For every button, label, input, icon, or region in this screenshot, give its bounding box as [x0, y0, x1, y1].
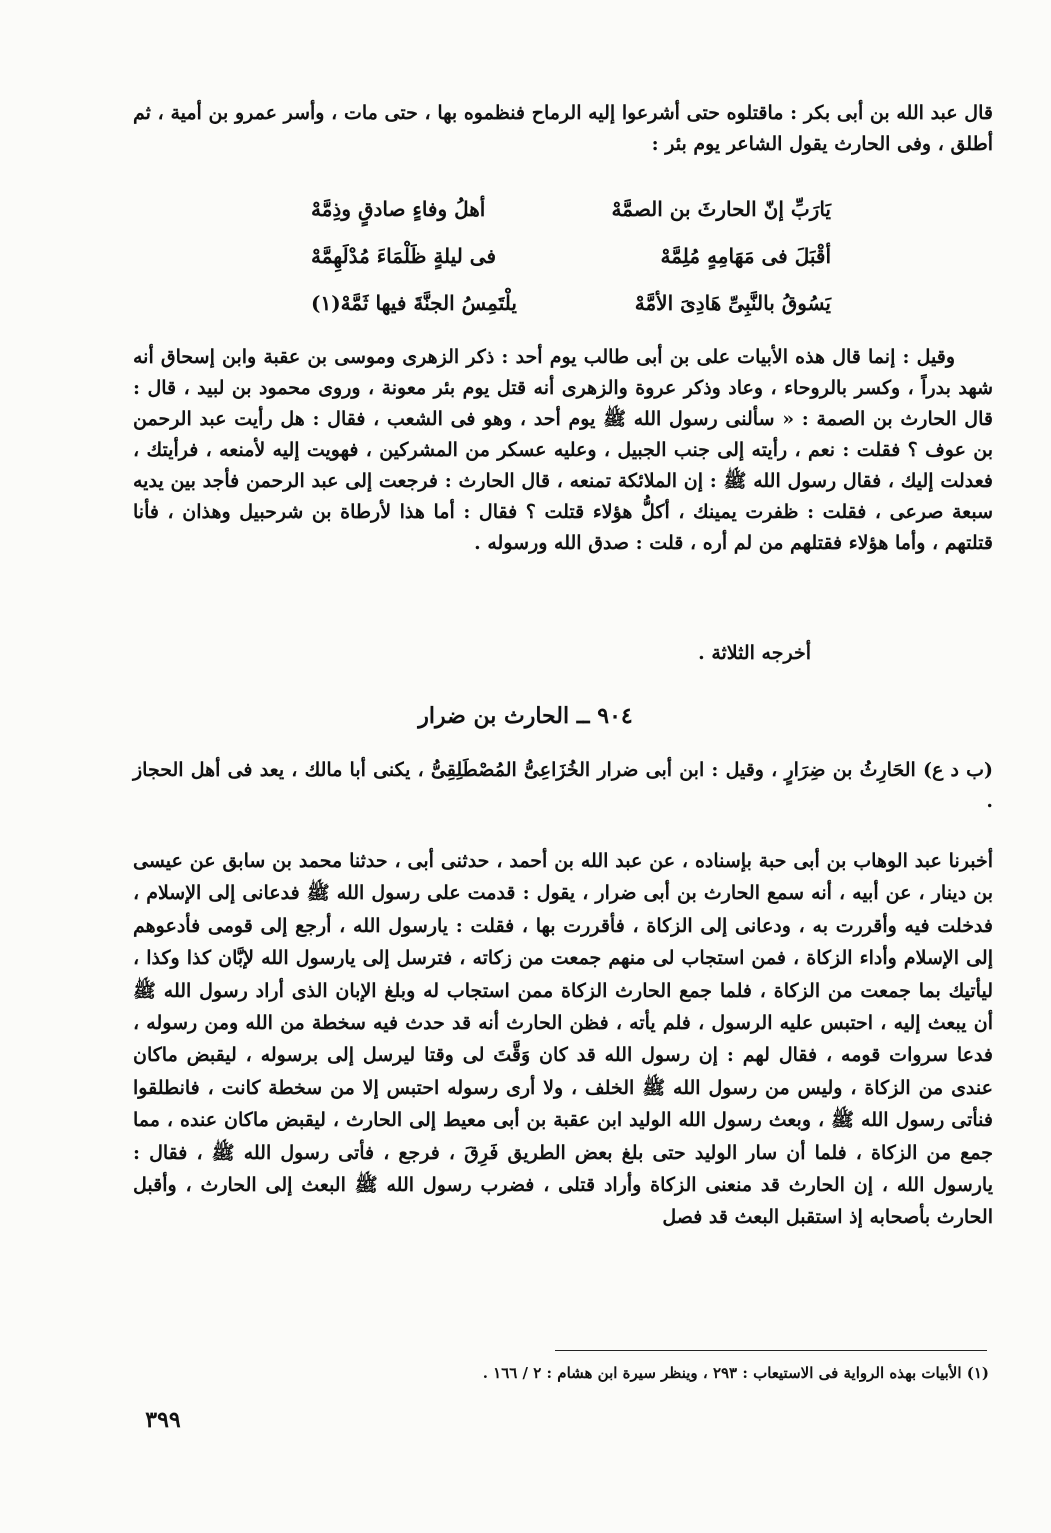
poem: [311, 186, 831, 327]
intro-paragraph: قال عبد الله بن أبى بكر : ماقتلوه حتى أشرعوا إليه الرماح فنظموه بها ، حتى مات ، وأسر عمرو بن أمية ، ثم أطلق ، وفى الحارث يقول الشاعر يوم بئر :: [133, 102, 993, 155]
entry-intro-paragraph: (ب د ع) الحَارِثُ بن ضِرَارٍ ، وقيل : ابن أبى ضرار الخُزَاعِىُّ المُصْطَلِقِىُّ ، يكنى أبا مالك ، يعد فى أهل الحجاز .: [133, 759, 993, 812]
verse-second-hemistich: فى ليلةٍ ظَلْمَاءَ مُدْلَهِمَّهْ: [311, 244, 496, 268]
verse-first-hemistich: يَارَبِّ إنّ الحارثَ بن الصمَّهْ: [611, 197, 831, 221]
verse-first-hemistich: أقْبَلَ فى مَهَامِهٍ مُلِمَّهْ: [660, 244, 831, 268]
verse-second-hemistich: أهلُ وفاءٍ صادقٍ وذِمَّهْ: [311, 197, 486, 221]
page-number: ٣٩٩: [145, 1407, 181, 1433]
body-paragraph: أخبرنا عبد الوهاب بن أبى حبة بإسناده ، عن عبد الله بن أحمد ، حدثنى أبى ، حدثنا محمد بن سابق عن عيسى بن دينار ، عن أبيه ، أنه سمع الحارث بن أبى ضرار ، يقول : قدمت على رسول الله ﷺ فدعانى إلى الإسلام ، فدخلت فيه وأقررت به ، ودعانى إلى الزكاة ، فأقررت بها ، فقلت : يارسول الله ، أرجع إلى قومى فأدعوهم إلى الإسلام وأداء الزكاة ، فمن استجاب لى منهم جمعت من زكاته ، فترسل إلى يارسول الله لإبَّان كذا وكذا ، ليأتيك بما جمعت من الزكاة ، فلما جمع الحارث الزكاة ممن استجاب له وبلغ الإبان الذى أراد رسول الله ﷺ أن يبعث إليه ، احتبس عليه الرسول ، فلم يأته ، فظن الحارث أنه قد حدث فيه سخطة من الله ومن رسوله ، فدعا سروات قومه ، فقال لهم : إن رسول الله قد كان وَقَّتَ لى وقتا ليرسل إلى برسوله ، ليقبض ماكان عندى من الزكاة ، وليس من رسول الله ﷺ الخلف ، ولا أرى رسوله احتبس إلا من سخطة كانت ، فانطلقوا فنأتى رسول الله ﷺ ، وبعث رسول الله الوليد ابن عقبة بن أبى معيط إلى الحارث ، ليقبض ماكان عنده ، مما جمع من الزكاة ، فلما أن سار الوليد حتى بلغ بعض الطريق فَرِقَ ، فرجع ، فأتى رسول الله ﷺ ، فقال : يارسول الله ، إن الحارث قد منعنى الزكاة وأراد قتلى ، فضرب رسول الله ﷺ البعث إلى الحارث ، وأقبل الحارث بأصحابه إذ استقبل البعث قد فصل: [133, 850, 993, 1229]
paragraph-text: وقيل : إنما قال هذه الأبيات على بن أبى طالب يوم أحد : ذكر الزهرى وموسى بن عقبة وابن إسحاق أنه شهد بدراً ، وكسر بالروحاء ، وعاد وذكر عروة والزهرى أنه قتل يوم بئر معونة ، وروى محمود بن لبيد ، قال : قال الحارث بن الصمة : « سألنى رسول الله ﷺ يوم أحد ، وهو فى الشعب ، فقال : هل رأيت عبد الرحمن بن عوف ؟ فقلت : نعم ، رأيته إلى جنب الجبيل ، وعليه عسكر من المشركين ، فهويت إليه لأمنعه ، فرأيتك ، فعدلت إليك ، فقال رسول الله ﷺ : إن الملائكة تمنعه ، قال الحارث : فرجعت إلى عبد الرحمن فأجد بين يديه سبعة صرعى ، فقلت : ظفرت يمينك ، أكلُّ هؤلاء قتلت ؟ فقال : أما هذا لأرطاة بن شرحبيل وهذان ، فأنا قتلتهم ، وأما هؤلاء فقتلهم من لم أره ، قلت : صدق الله ورسوله .: [133, 346, 993, 554]
verse-line: [311, 233, 831, 280]
entry-heading: ٩٠٤ ــ الحارث بن ضرار: [418, 703, 633, 729]
body-paragraph: أخرجه الثلاثة .: [698, 642, 811, 664]
footnote-divider: [555, 1350, 987, 1351]
verse-line: [311, 186, 831, 233]
footnote: (١) الأبيات بهذه الرواية فى الاستيعاب : ٢٩٣ ، وينظر سيرة ابن هشام : ٢ / ١٦٦ .: [482, 1364, 989, 1382]
verse-line: [311, 280, 831, 327]
verse-second-hemistich: يلْتَمِسُ الجنَّةَ فيها ثَمَّهْ(١): [311, 291, 517, 315]
body-paragraph: [133, 342, 993, 559]
verse-first-hemistich: يَسُوقُ بالنَّبِىِّ هَادِىَ الأمَّهْ: [634, 291, 831, 315]
